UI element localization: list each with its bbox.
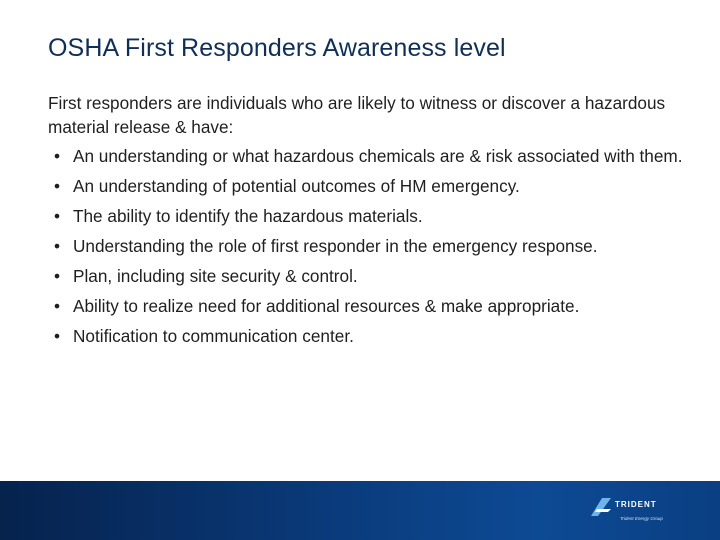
bullet-icon: •	[54, 236, 61, 256]
intro-paragraph: First responders are individuals who are likely to witness or discover a hazardous material release & have:	[48, 93, 666, 137]
list-item	[48, 204, 698, 228]
bullet-text: Notification to communication center.	[73, 326, 354, 346]
bullet-list	[48, 144, 698, 348]
bullet-text: An understanding or what hazardous chemicals are & risk associated with them.	[73, 146, 683, 166]
trident-logo	[590, 497, 680, 531]
bullet-icon: •	[54, 146, 61, 166]
logo-tagline: Trident Energy Group	[620, 516, 663, 521]
bullet-text: Ability to realize need for additional resources & make appropriate.	[73, 296, 580, 316]
logo-wordmark: TRIDENT	[615, 500, 657, 509]
bullet-icon: •	[54, 326, 61, 346]
list-item	[48, 324, 698, 348]
slide-title: OSHA First Responders Awareness level	[48, 34, 506, 62]
footer-band	[0, 481, 720, 540]
list-item	[48, 174, 698, 198]
bullet-text: The ability to identify the hazardous materials.	[73, 206, 423, 226]
bullet-text: Understanding the role of first responder in the emergency response.	[73, 236, 598, 256]
slide-body	[48, 91, 698, 354]
bullet-icon: •	[54, 296, 61, 316]
list-item	[48, 294, 698, 318]
list-item	[48, 144, 698, 168]
bullet-icon: •	[54, 176, 61, 196]
trident-logo-icon	[590, 497, 612, 517]
list-item	[48, 264, 698, 288]
bullet-icon: •	[54, 266, 61, 286]
bullet-icon: •	[54, 206, 61, 226]
bullet-text: Plan, including site security & control.	[73, 266, 358, 286]
bullet-text: An understanding of potential outcomes of HM emergency.	[73, 176, 520, 196]
list-item	[48, 234, 698, 258]
